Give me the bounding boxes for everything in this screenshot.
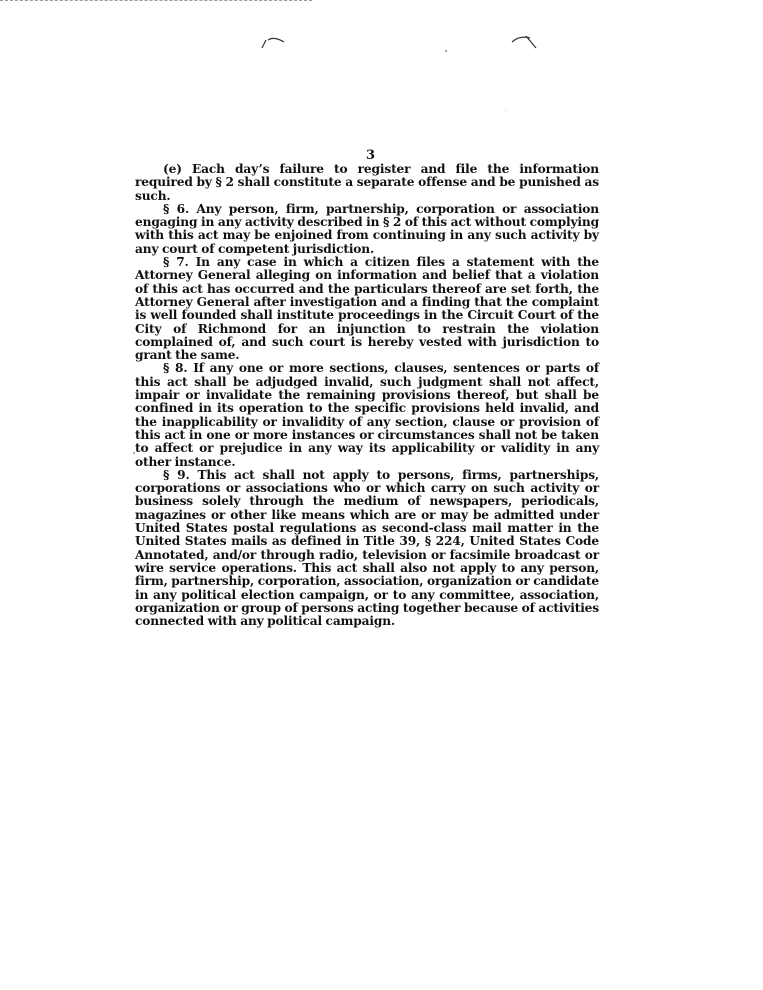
paragraph-section-8: § 8. If any one or more sections, clauses, sentences or parts of this act shall be adjudged invalid, such judgment shall not affect, impair or invalidate the remaining provisions thereof, but shall be confined in its operation to the specific provisions held invalid, and the inapplicability or invalidity of any section, clause or provision of this act in one or more instances or circumstances shall not be taken to affect or prejudice in any way its applicability or validity in any other instance. — [135, 361, 599, 469]
document-body — [135, 163, 599, 628]
scan-mark-left — [260, 34, 290, 50]
paragraph-section-9: § 9. This act shall not apply to persons, firms, partnerships, corporations or associations who or which carry on such activity or business solely through the medium of newspapers, periodicals, magazines or other like means which are or may be admitted under United States postal regulations as second-class mail matter in the United States mails as defined in Title 39, § 224, United States Code Annotated, and/or through radio, television or facsimile broadcast or wire service operations. This act shall also not apply to any person, firm, partnership, corporation, association, organization or candidate in any political election campaign, or to any committee, association, organization or group of persons acting together because of activities connected with any political campaign. — [135, 467, 599, 629]
paragraph-section-6: § 6. Any person, firm, partnership, corporation or association engaging in any activity described in § 2 of this act without complying with this act may be enjoined from continuing in any such activity by any court of competent jurisdiction. — [135, 201, 599, 256]
scan-speck — [505, 110, 506, 111]
scan-speck — [445, 50, 447, 52]
scan-mark-right — [510, 34, 540, 50]
paragraph-subsection-e: (e) Each day’s failure to register and file the information required by § 2 shall constitute a separate offense and be punished as such. — [135, 162, 599, 203]
paragraph-section-7: § 7. In any case in which a citizen files a statement with the Attorney General alleging on information and belief that a violation of this act has occurred and the particulars thereof are set forth, the Attorney General after investigation and a finding that the complaint is well founded shall institute proceedings in the Circuit Court of the City of Richmond for an injunction to restrain the violation complained of, and such court is hereby vested with jurisdiction to grant the same. — [135, 255, 599, 363]
scan-top-dashed-edge — [0, 0, 312, 1]
page-number: 3 — [366, 148, 376, 163]
